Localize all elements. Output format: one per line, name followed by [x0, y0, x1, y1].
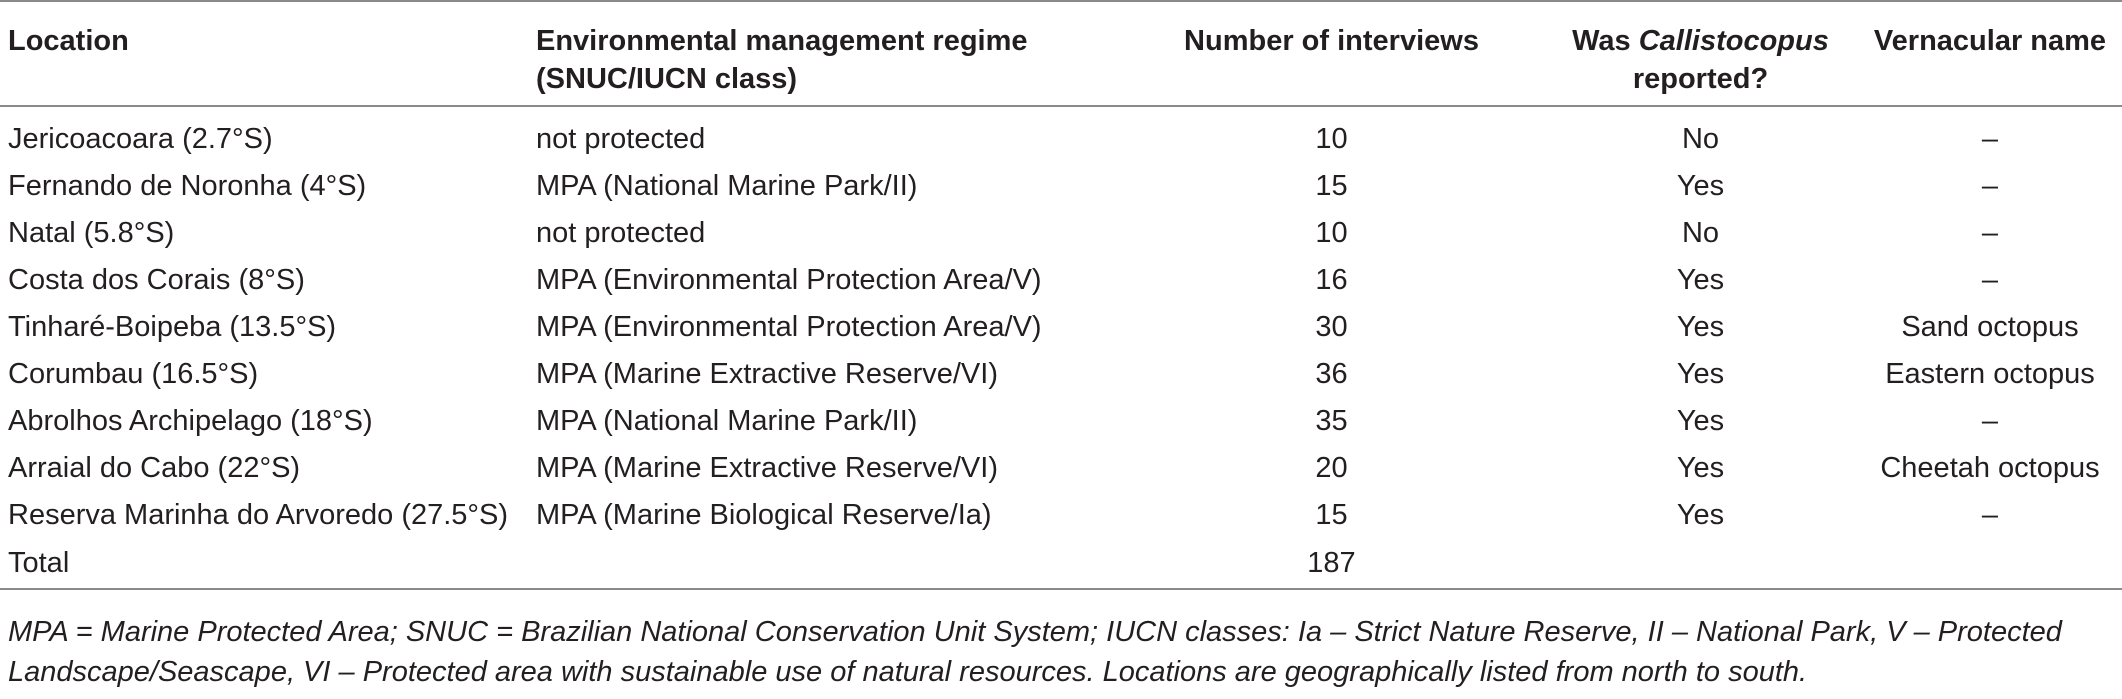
header-vernacular-name: Vernacular name — [1858, 1, 2122, 106]
header-reported-genus: Callistocopus — [1638, 25, 1829, 57]
table-row — [0, 397, 2122, 444]
header-callistocopus-reported — [1543, 1, 1858, 106]
footnote-line-2: Landscape/Seascape, VI – Protected area with sustainable use of natural resources. Locations are geographically listed from north to south. — [8, 656, 1808, 688]
cell-callistocopus-reported: Yes — [1676, 498, 1725, 531]
cell-vernacular-name: – — [1981, 169, 1999, 202]
cell-vernacular-name: – — [1981, 263, 1999, 296]
cell-location: Reserva Marinha do Arvoredo (27.5°S) — [8, 498, 509, 531]
header-management-regime-line1: Environmental management regime — [536, 25, 1028, 57]
cell-management-regime: MPA (National Marine Park/II) — [536, 169, 918, 202]
cell-management-regime: not protected — [536, 216, 706, 249]
cell-location: Arraial do Cabo (22°S) — [8, 451, 301, 484]
cell-number-of-interviews: 16 — [1315, 263, 1348, 296]
cell-vernacular-name: – — [1981, 216, 1999, 249]
cell-vernacular-name: – — [1981, 498, 1999, 531]
cell-management-regime: MPA (Marine Extractive Reserve/VI) — [536, 357, 998, 390]
cell-callistocopus-reported: Yes — [1676, 310, 1725, 343]
table-row — [0, 106, 2122, 162]
table-total-row — [0, 538, 2122, 589]
table-row — [0, 162, 2122, 209]
table-row — [0, 444, 2122, 491]
cell-vernacular-name: – — [1981, 122, 1999, 155]
table-footnote — [8, 612, 2108, 692]
header-number-of-interviews: Number of interviews — [1120, 1, 1543, 106]
header-reported-suffix: reported? — [1632, 63, 1769, 95]
cell-number-of-interviews: 15 — [1315, 169, 1348, 202]
table-header — [0, 1, 2122, 106]
total-empty-regime — [530, 538, 1120, 589]
cell-callistocopus-reported: Yes — [1676, 357, 1725, 390]
cell-callistocopus-reported: Yes — [1676, 404, 1725, 437]
header-management-regime-line2: (SNUC/IUCN class) — [536, 63, 798, 95]
cell-number-of-interviews: 30 — [1315, 310, 1348, 343]
cell-location: Corumbau (16.5°S) — [8, 357, 259, 390]
cell-management-regime: not protected — [536, 122, 706, 155]
header-management-regime — [530, 1, 1120, 106]
table-row — [0, 491, 2122, 538]
cell-management-regime: MPA (Environmental Protection Area/V) — [536, 263, 1042, 296]
cell-callistocopus-reported: Yes — [1676, 263, 1725, 296]
cell-number-of-interviews: 35 — [1315, 404, 1348, 437]
cell-callistocopus-reported: No — [1681, 122, 1720, 155]
cell-management-regime: MPA (National Marine Park/II) — [536, 404, 918, 437]
header-row — [0, 1, 2122, 106]
cell-number-of-interviews: 36 — [1315, 357, 1348, 390]
table-row — [0, 256, 2122, 303]
cell-location: Fernando de Noronha (4°S) — [8, 169, 367, 202]
cell-location: Tinharé-Boipeba (13.5°S) — [8, 310, 337, 343]
table-body — [0, 106, 2122, 589]
cell-callistocopus-reported: No — [1681, 216, 1720, 249]
cell-vernacular-name: – — [1981, 404, 1999, 437]
cell-number-of-interviews: 10 — [1315, 216, 1348, 249]
header-location: Location — [0, 1, 530, 106]
cell-management-regime: MPA (Environmental Protection Area/V) — [536, 310, 1042, 343]
total-empty-reported — [1543, 538, 1858, 589]
cell-number-of-interviews: 10 — [1315, 122, 1348, 155]
cell-location: Abrolhos Archipelago (18°S) — [8, 404, 373, 437]
cell-number-of-interviews: 15 — [1315, 498, 1348, 531]
cell-vernacular-name: Cheetah octopus — [1880, 451, 2100, 484]
cell-location: Jericoacoara (2.7°S) — [8, 122, 273, 155]
table-row — [0, 209, 2122, 256]
cell-location: Natal (5.8°S) — [8, 216, 175, 249]
cell-callistocopus-reported: Yes — [1676, 451, 1725, 484]
table-row — [0, 303, 2122, 350]
cell-callistocopus-reported: Yes — [1676, 169, 1725, 202]
header-reported-prefix: Was — [1572, 25, 1639, 57]
cell-management-regime: MPA (Marine Biological Reserve/Ia) — [536, 498, 992, 531]
total-label: Total — [0, 538, 530, 589]
cell-location: Costa dos Corais (8°S) — [8, 263, 305, 296]
cell-number-of-interviews: 20 — [1315, 451, 1348, 484]
cell-vernacular-name: Sand octopus — [1901, 310, 2079, 343]
cell-management-regime: MPA (Marine Extractive Reserve/VI) — [536, 451, 998, 484]
table-row — [0, 350, 2122, 397]
total-interviews: 187 — [1120, 538, 1543, 589]
footnote-line-1: MPA = Marine Protected Area; SNUC = Brazilian National Conservation Unit System; IUCN classes: Ia – Strict Nature Reserve, II – National Park, V – Protected — [8, 616, 2062, 648]
cell-vernacular-name: Eastern octopus — [1885, 357, 2095, 390]
total-empty-vernacular — [1858, 538, 2122, 589]
